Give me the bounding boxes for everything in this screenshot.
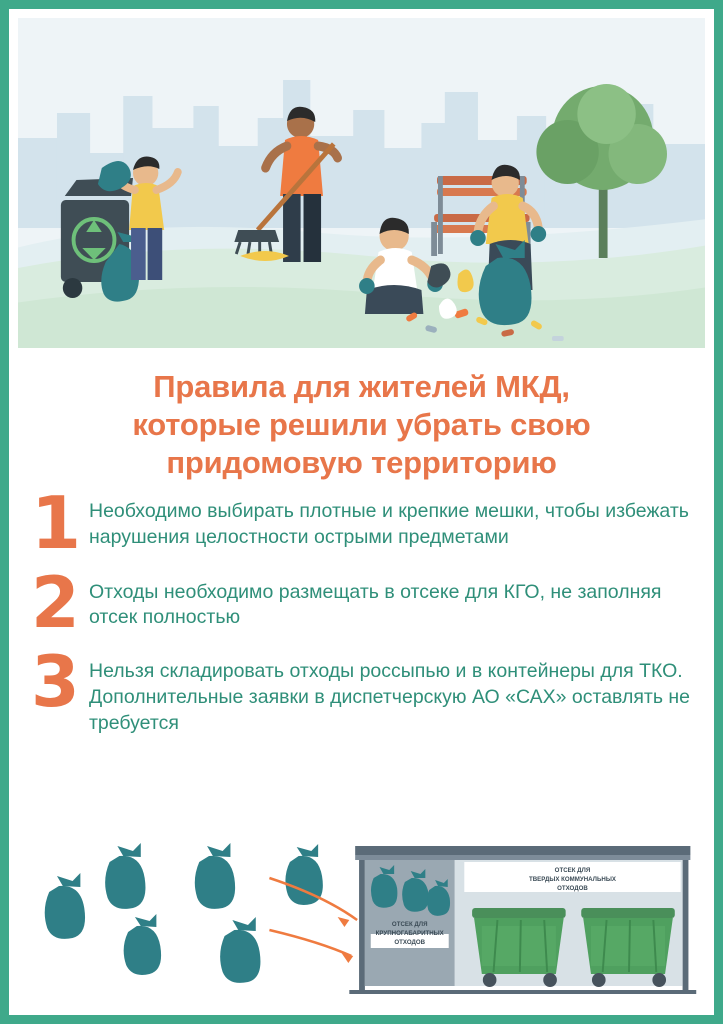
right-label-line1: ОТСЕК ДЛЯ bbox=[554, 866, 591, 875]
right-label-line3: ОТХОДОВ bbox=[557, 884, 588, 893]
container-station bbox=[349, 846, 696, 994]
scattered-bags-icons bbox=[45, 843, 323, 983]
rule-text-1: Необходимо выбирать плотные и крепкие мешки, чтобы избежать нарушения целостности острыми предметами bbox=[89, 500, 689, 549]
rule-number-3: 3 bbox=[31, 641, 80, 724]
rule-item-1 bbox=[31, 481, 692, 566]
rule-item-3 bbox=[31, 641, 692, 736]
left-label-line1: ОТСЕК ДЛЯ bbox=[391, 920, 428, 929]
container-diagram-svg bbox=[18, 834, 705, 1006]
hero-illustration bbox=[18, 18, 705, 348]
rule-text-2: Отходы необходимо размещать в отсеке для КГО, не заполняя отсек полностью bbox=[89, 580, 662, 629]
title-line-2: которые решили убрать свою bbox=[132, 406, 591, 442]
bottom-illustration bbox=[18, 834, 705, 1006]
title-line-1: Правила для жителей МКД, bbox=[153, 369, 570, 404]
right-label-line2: ТВЕРДЫХ КОММУНАЛЬНЫХ bbox=[529, 875, 616, 884]
rule-number-2: 2 bbox=[31, 561, 80, 644]
rule-item-2 bbox=[31, 561, 692, 644]
left-label-line3: ОТХОДОВ bbox=[394, 938, 426, 947]
title-line-3: придомовую территорию bbox=[166, 444, 557, 480]
page-title bbox=[35, 368, 688, 481]
hero-scene-svg bbox=[18, 18, 705, 348]
rules-list bbox=[31, 481, 692, 736]
rule-text-3: Нельзя складировать отходы россыпью и в контейнеры для ТКО. Дополнительные заявки в диспетчерскую АО «САХ» оставлять не требуется bbox=[89, 660, 691, 734]
left-label-line2: КРУПНОГАБАРИТНЫХ bbox=[375, 929, 444, 938]
rule-number-1: 1 bbox=[31, 481, 82, 566]
